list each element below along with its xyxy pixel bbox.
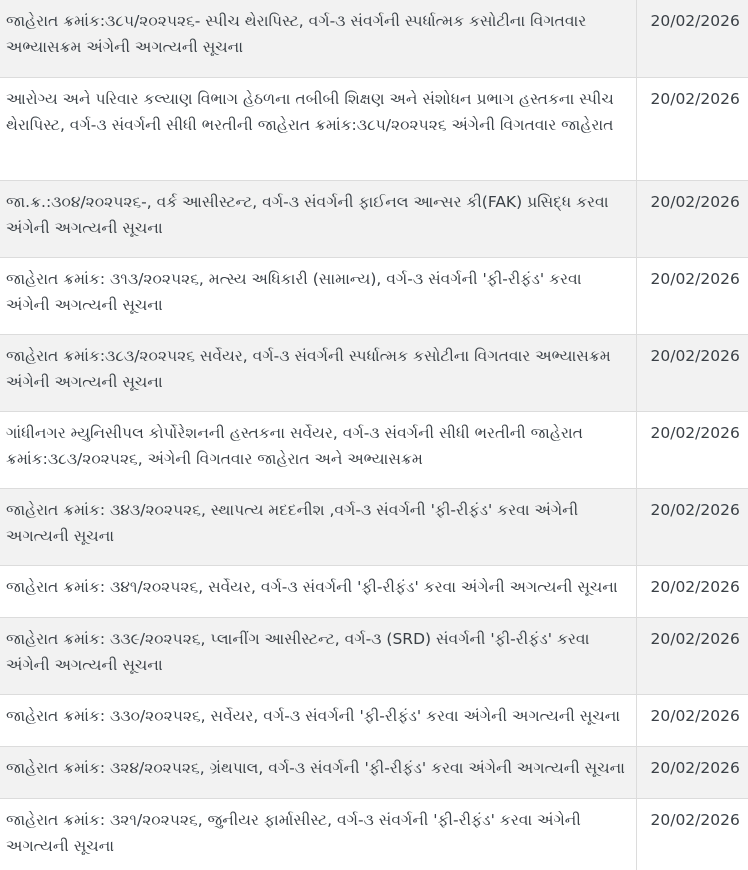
notice-date: 20/02/2026 bbox=[636, 565, 748, 617]
notice-link[interactable]: જાહેરાત ક્રમાંક: ૩૪૧/૨૦૨૫૨૬, સર્વેયર, વર્ગ-૩ સંવર્ગની 'ફી-રીફંડ' કરવા અંગેની અગત્યની સૂચના bbox=[6, 577, 618, 596]
notice-date: 20/02/2026 bbox=[636, 488, 748, 565]
notice-link[interactable]: જાહેરાત ક્રમાંક: ૩૪૩/૨૦૨૫૨૬, સ્થાપત્ય મદદનીશ ,વર્ગ-૩ સંવર્ગની 'ફી-રીફંડ' કરવા અંગેની અગત્યની સૂચના bbox=[6, 500, 579, 545]
table-row bbox=[0, 488, 748, 565]
notice-title-cell bbox=[0, 180, 636, 257]
notice-date: 20/02/2026 bbox=[636, 694, 748, 746]
notice-title-cell bbox=[0, 77, 636, 180]
notice-title-cell bbox=[0, 617, 636, 694]
notice-title-cell bbox=[0, 257, 636, 334]
notice-link[interactable]: આરોગ્ય અને પરિવાર કલ્યાણ વિભાગ હેઠળના તબીબી શિક્ષણ અને સંશોધન પ્રભાગ હસ્તકના સ્પીચ થેરાપિસ્ટ, વર્ગ-૩ સંવર્ગની સીધી ભરતીની જાહેરાત ક્રમાંક:૩૮૫/૨૦૨૫૨૬ અંગેની વિગતવાર જાહેરાત bbox=[6, 89, 614, 134]
notice-date: 20/02/2026 bbox=[636, 77, 748, 180]
notice-title-cell bbox=[0, 798, 636, 870]
notice-link[interactable]: જાહેરાત ક્રમાંક: ૩૩૯/૨૦૨૫૨૬, પ્લાનીંગ આસીસ્ટન્ટ, વર્ગ-૩ (SRD) સંવર્ગની 'ફી-રીફંડ' કરવા અંગેની અગત્યની સૂચના bbox=[6, 629, 590, 674]
notice-link[interactable]: જાહેરાત ક્રમાંક:૩૮૫/૨૦૨૫૨૬- સ્પીચ થેરાપિસ્ટ, વર્ગ-૩ સંવર્ગની સ્પર્ધાત્મક કસોટીના વિગતવાર અભ્યાસક્રમ અંગેની અગત્યની સૂચના bbox=[6, 12, 587, 56]
notice-title-cell bbox=[0, 694, 636, 746]
notice-title-cell bbox=[0, 746, 636, 798]
notice-date: 20/02/2026 bbox=[636, 257, 748, 334]
notice-title-cell bbox=[0, 488, 636, 565]
notice-date: 20/02/2026 bbox=[636, 798, 748, 870]
notice-link[interactable]: જાહેરાત ક્રમાંક: ૩૨૧/૨૦૨૫૨૬, જુનીયર ફાર્માસીસ્ટ, વર્ગ-૩ સંવર્ગની 'ફી-રીફંડ' કરવા અંગેની અગત્યની સૂચના bbox=[6, 810, 581, 855]
table-row bbox=[0, 0, 748, 77]
notice-title-cell bbox=[0, 411, 636, 488]
notice-date: 20/02/2026 bbox=[636, 334, 748, 411]
table-row bbox=[0, 617, 748, 694]
notice-title-cell bbox=[0, 565, 636, 617]
notice-date: 20/02/2026 bbox=[636, 0, 748, 77]
notice-link[interactable]: જાહેરાત ક્રમાંક:૩૮૩/૨૦૨૫૨૬ સર્વેયર, વર્ગ-૩ સંવર્ગની સ્પર્ધાત્મક કસોટીના વિગતવાર અભ્યાસક્રમ અંગેની અગત્યની સૂચના bbox=[6, 346, 611, 391]
table-row bbox=[0, 746, 748, 798]
table-row bbox=[0, 694, 748, 746]
notice-date: 20/02/2026 bbox=[636, 411, 748, 488]
table-row bbox=[0, 334, 748, 411]
notice-title-cell bbox=[0, 334, 636, 411]
table-row bbox=[0, 257, 748, 334]
notice-link[interactable]: ગાંધીનગર મ્યુનિસીપલ કોર્પોરેશનની હસ્તકના સર્વેયર, વર્ગ-૩ સંવર્ગની સીધી ભરતીની જાહેરાત ક્રમાંક:૩૮૩/૨૦૨૫૨૬, અંગેની વિગતવાર જાહેરાત અને અભ્યાસક્રમ bbox=[6, 423, 583, 468]
notice-link[interactable]: જા.ક્ર.:૩૦૪/૨૦૨૫૨૬-, વર્ક આસીસ્ટન્ટ, વર્ગ-૩ સંવર્ગની ફાઈનલ આન્સર કી(FAK) પ્રસિદ્ધ કરવા અંગેની અગત્યની સૂચના bbox=[6, 192, 609, 237]
table-row bbox=[0, 180, 748, 257]
notice-date: 20/02/2026 bbox=[636, 746, 748, 798]
notice-title-cell bbox=[0, 0, 636, 77]
table-row bbox=[0, 565, 748, 617]
table-row bbox=[0, 77, 748, 180]
notice-date: 20/02/2026 bbox=[636, 617, 748, 694]
notice-link[interactable]: જાહેરાત ક્રમાંક: ૩૨૪/૨૦૨૫૨૬, ગ્રંથપાલ, વર્ગ-૩ સંવર્ગની 'ફી-રીફંડ' કરવા અંગેની અગત્યની સૂચના bbox=[6, 758, 625, 777]
notice-link[interactable]: જાહેરાત ક્રમાંક: ૩૩૦/૨૦૨૫૨૬, સર્વેયર, વર્ગ-૩ સંવર્ગની 'ફી-રીફંડ' કરવા અંગેની અગત્યની સૂચના bbox=[6, 706, 621, 725]
table-row bbox=[0, 798, 748, 870]
notice-date: 20/02/2026 bbox=[636, 180, 748, 257]
table-row bbox=[0, 411, 748, 488]
notice-link[interactable]: જાહેરાત ક્રમાંક: ૩૧૩/૨૦૨૫૨૬, મત્સ્ય અધિકારી (સામાન્ય), વર્ગ-૩ સંવર્ગની 'ફી-રીફંડ' કરવા અંગેની અગત્યની સૂચના bbox=[6, 269, 582, 314]
